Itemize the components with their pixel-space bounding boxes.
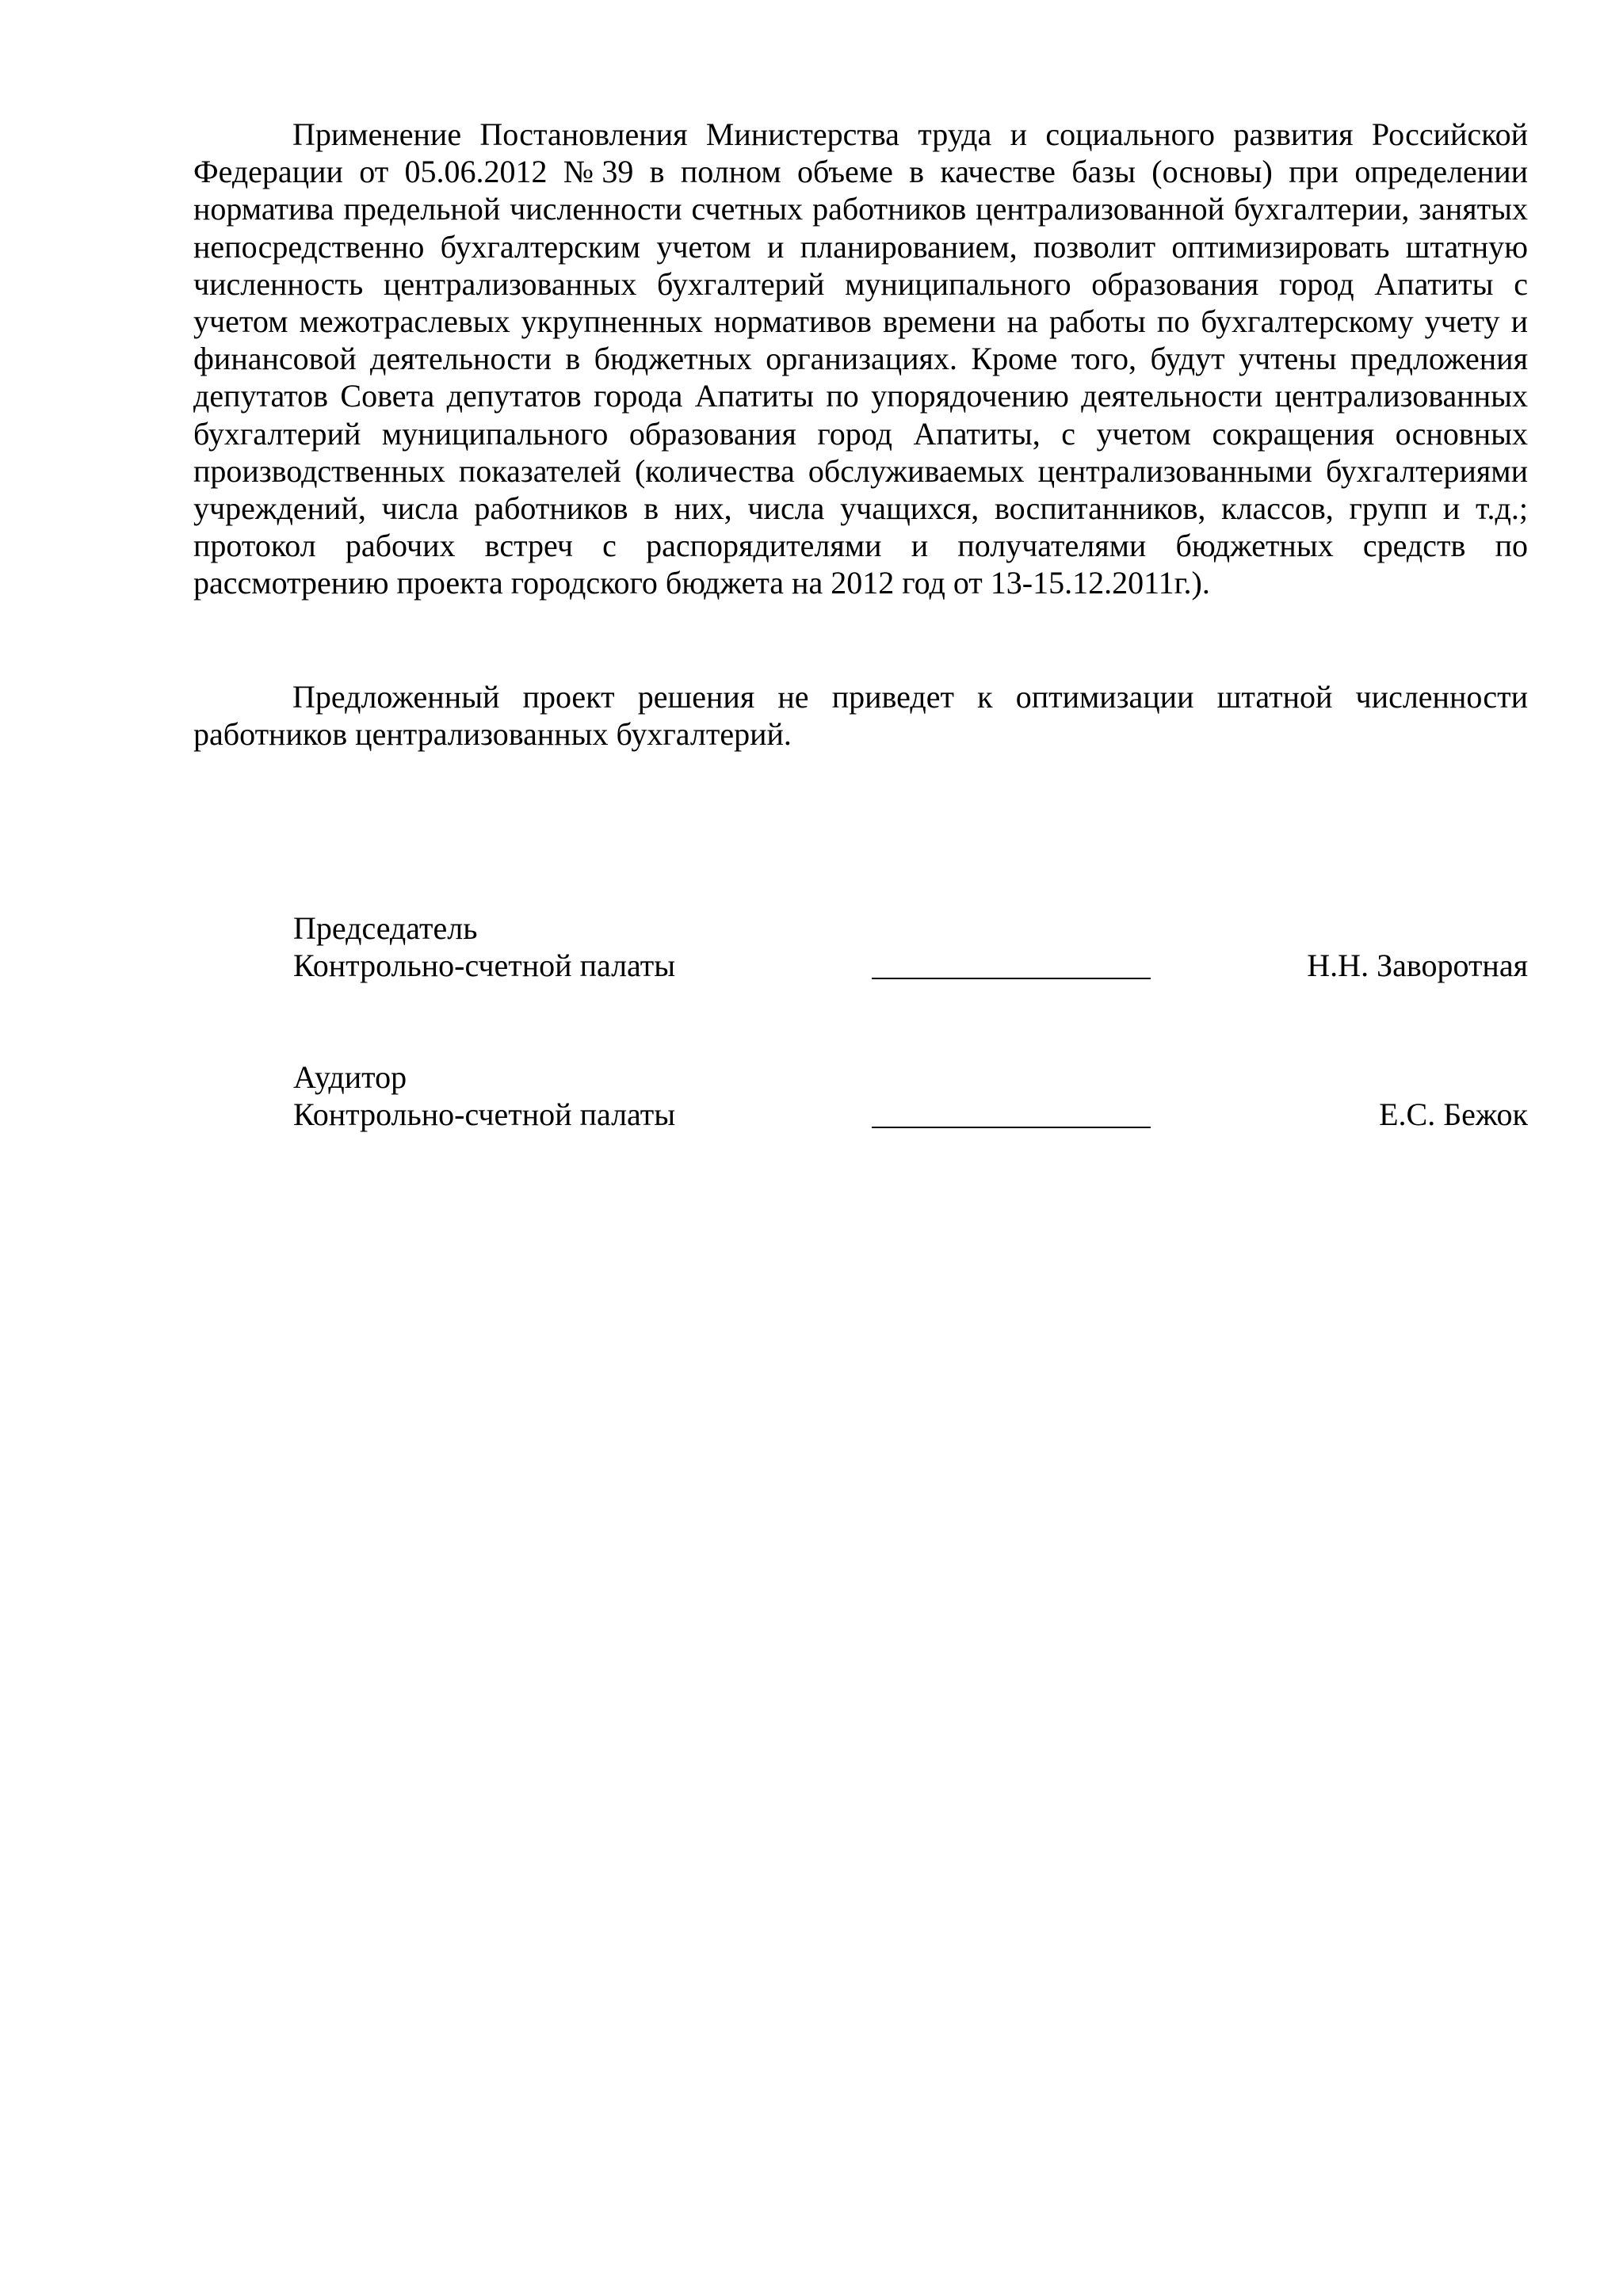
auditor-role: Аудитор — [293, 1059, 407, 1095]
auditor-name: Е.С. Бежок — [1379, 1097, 1528, 1132]
body-paragraph-2: Предложенный проект решения не приведет к оптимизации штатной численности работников централизованных бухгалтерий. — [193, 679, 1528, 753]
chairman-organization: Контрольно-счетной палаты — [293, 948, 676, 983]
chairman-signature-line — [872, 978, 1151, 979]
chairman-role: Председатель — [293, 910, 478, 946]
auditor-signature-line — [872, 1127, 1151, 1128]
body-paragraph-1: Применение Постановления Министерства труда и социального развития Российской Федерации от 05.06.2012 №39 в полном объеме в качестве базы (основы) при определении норматива предельной численности счетных работников централизованной бухгалтерии, занятых непосредственно бухгалтерским учетом и планированием, позволит оптимизировать штатную численность централизованных бухгалтерий муниципального образования город Апатиты с учетом межотраслевых укрупненных нормативов времени на работы по бухгалтерскому учету и финансовой деятельности в бюджетных организациях. Кроме того, будут учтены предложения депутатов Совета депутатов города Апатиты по упорядочению деятельности централизованных бухгалтерий муниципального образования город Апатиты, с учетом сокращения основных производственных показателей (количества обслуживаемых централизованными бухгалтериями учреждений, числа работников в них, числа учащихся, воспитанников, классов, групп и т.д.; протокол рабочих встреч с распорядителями и получателями бюджетных средств по рассмотрению проекта городского бюджета на 2012 год от 13-15.12.2011г.). — [193, 116, 1528, 601]
auditor-organization: Контрольно-счетной палаты — [293, 1097, 676, 1132]
chairman-name: Н.Н. Заворотная — [1307, 948, 1528, 983]
